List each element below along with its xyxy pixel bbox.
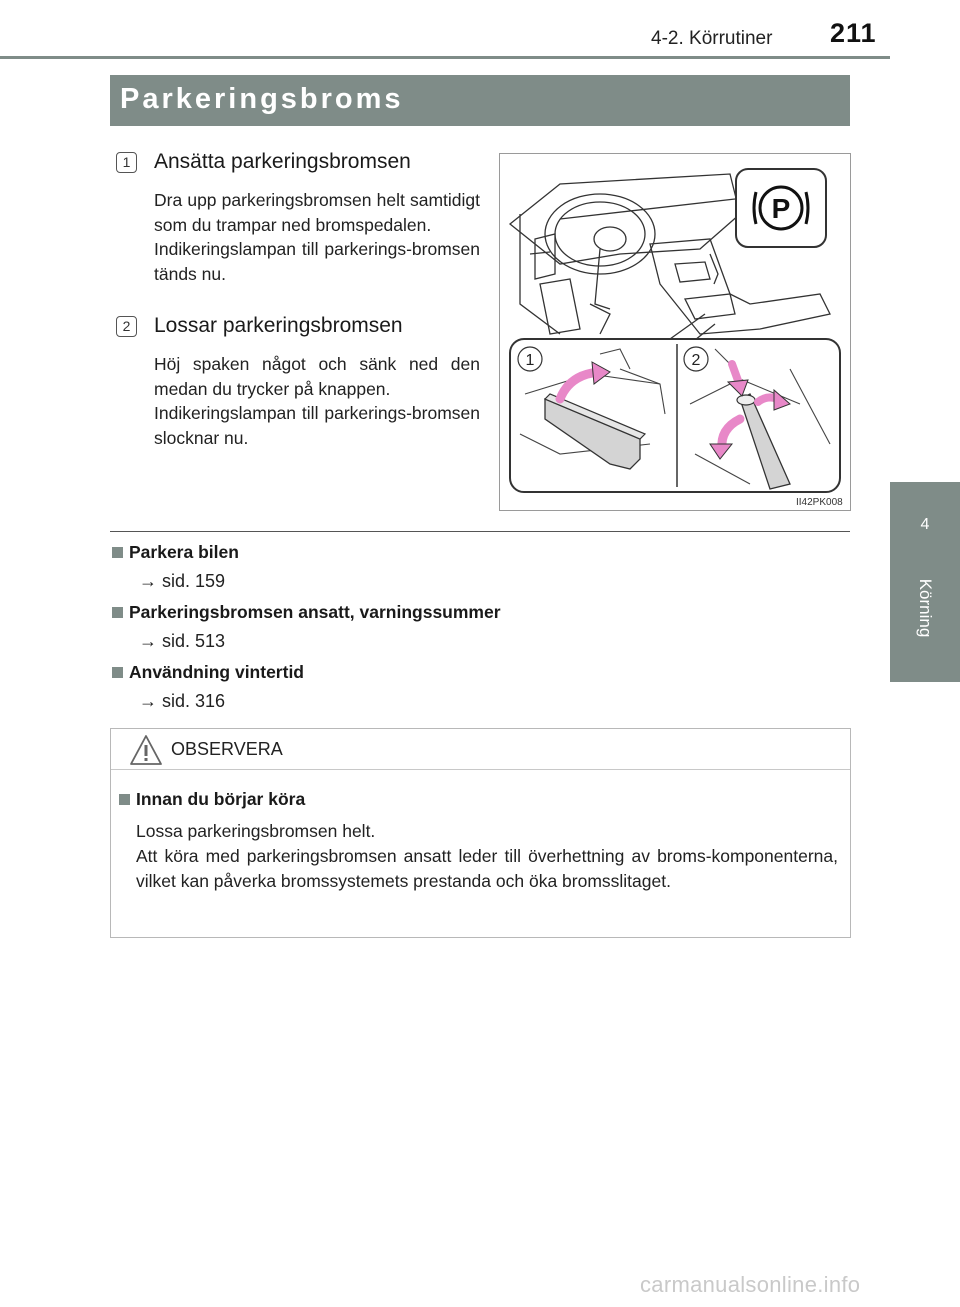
step-paragraph: Höj spaken något och sänk ned den medan du trycker på knappen. (154, 354, 480, 399)
caution-box (110, 728, 851, 938)
parking-brake-illustration (499, 153, 851, 511)
reference-heading: Parkeringsbromsen ansatt, varningssummer (129, 602, 501, 622)
header-rule (0, 56, 890, 59)
svg-text:1: 1 (525, 352, 535, 369)
step-body (154, 188, 480, 286)
caution-paragraph: Lossa parkeringsbromsen helt. (136, 821, 376, 841)
step-paragraph: Indikeringslampan till parkerings-bromsen slocknar nu. (154, 403, 480, 448)
chapter-number: 4 (920, 516, 930, 533)
step-heading: Lossar parkeringsbromsen (154, 314, 403, 337)
warning-triangle-icon (129, 733, 163, 767)
step-heading: Ansätta parkeringsbromsen (154, 150, 411, 173)
page-number: 211 (830, 18, 877, 48)
reference-heading: Parkera bilen (129, 542, 239, 562)
svg-text:2: 2 (691, 352, 701, 369)
step-1 (116, 150, 482, 286)
dashboard-drawing (500, 154, 850, 510)
figure-code: II42PK008 (796, 497, 843, 508)
title-bar (110, 75, 850, 126)
section-divider (110, 531, 850, 532)
reference-page-link[interactable]: → sid. 316 (139, 691, 226, 711)
svg-text:P: P (771, 193, 791, 224)
caution-divider (111, 769, 850, 770)
step-2 (116, 314, 482, 450)
reference-heading: Användning vintertid (129, 662, 304, 682)
step-paragraph: Indikeringslampan till parkerings-bromsen tänds nu. (154, 239, 480, 284)
bullet-square-icon (112, 607, 123, 618)
chapter-label: Körning (916, 578, 935, 638)
reference-page-link[interactable]: → sid. 159 (139, 571, 226, 591)
step-number-badge: 2 (116, 316, 137, 337)
caution-heading: Innan du börjar köra (136, 789, 306, 809)
caution-label: OBSERVERA (171, 739, 283, 759)
bullet-square-icon (112, 667, 123, 678)
caution-heading-row (119, 789, 305, 810)
caution-body (136, 819, 838, 894)
section-breadcrumb: 4-2. Körrutiner (651, 28, 773, 49)
caution-paragraph: Att köra med parkeringsbromsen ansatt leder till överhettning av broms-komponenterna, vilket kan påverka bromssystemets prestanda och öka bromsslitaget. (136, 846, 838, 891)
reference-page-link[interactable]: → sid. 513 (139, 631, 226, 651)
step-number-badge: 1 (116, 152, 137, 173)
bullet-square-icon (112, 547, 123, 558)
chapter-side-tab (890, 482, 960, 682)
bullet-square-icon (119, 794, 130, 805)
watermark: carmanualsonline.info (640, 1272, 861, 1297)
step-paragraph: Dra upp parkeringsbromsen helt samtidigt som du trampar ned bromspedalen. (154, 190, 480, 235)
step-body (154, 352, 480, 450)
page-title: Parkeringsbroms (120, 83, 404, 115)
